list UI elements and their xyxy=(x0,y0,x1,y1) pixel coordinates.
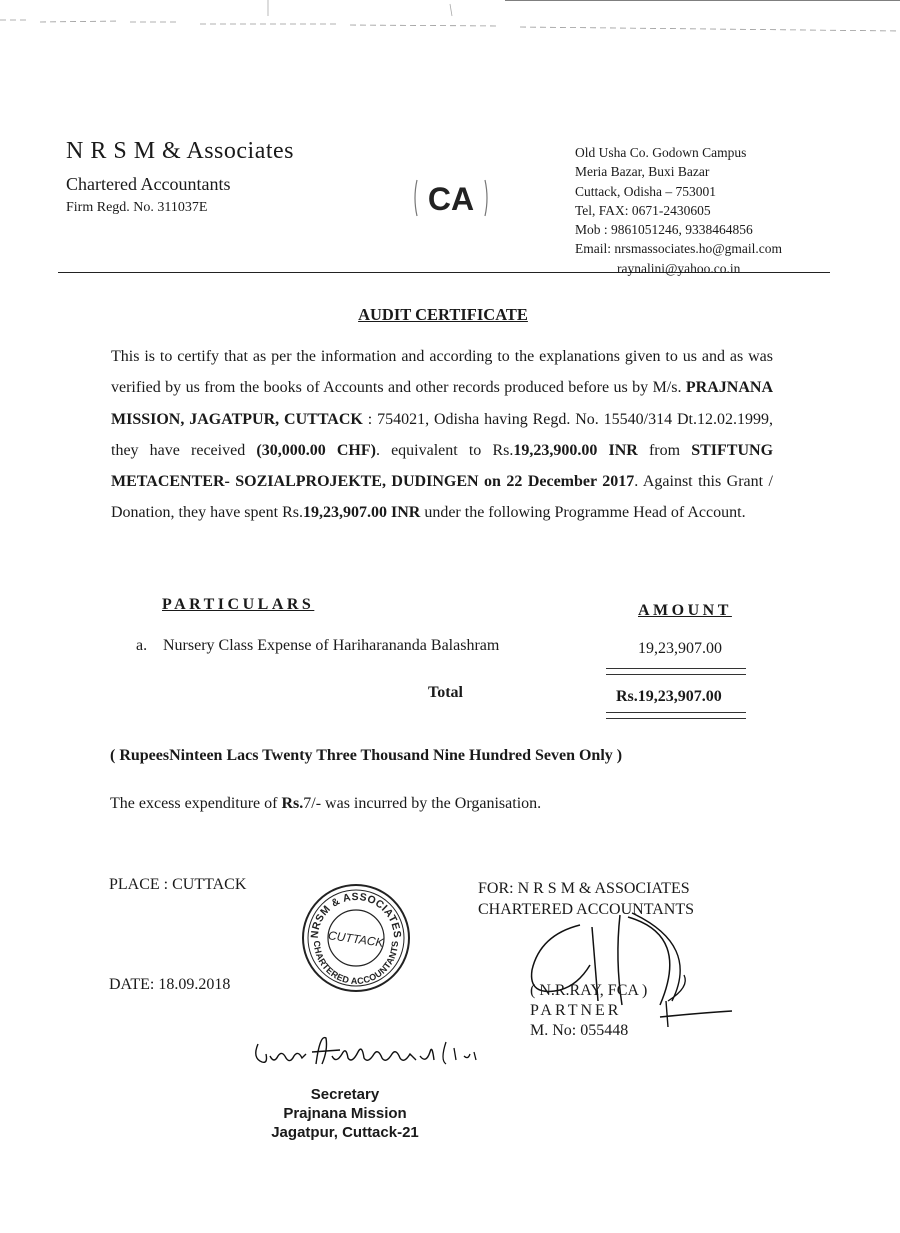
address-line: Tel, FAX: 0671-2430605 xyxy=(575,202,711,218)
item-amount: 19,23,907.00 xyxy=(638,640,722,657)
body-text: . equivalent to Rs. xyxy=(375,441,514,459)
amount-header: AMOUNT xyxy=(638,602,732,619)
seal-top-text: NRSM & ASSOCIATES xyxy=(308,890,404,939)
firm-seal-stamp xyxy=(300,882,412,994)
particulars-header: PARTICULARS xyxy=(162,596,315,613)
firm-name: N R S M & Associates xyxy=(66,138,295,164)
excess-text: The excess expenditure of xyxy=(110,795,282,812)
certificate-title: AUDIT CERTIFICATE xyxy=(358,305,528,324)
seal-bottom-text: CHARTERED ACCOUNTANTS xyxy=(311,940,401,987)
body-text: This is to certify that as per the information and according to the explanations given to us and as was verified by us from the books of Accounts and other records produced before us by M/s. xyxy=(111,348,773,397)
place: PLACE : CUTTACK xyxy=(109,876,247,893)
certificate-body xyxy=(111,341,773,529)
body-text: under the following Programme Head of Account. xyxy=(420,504,746,522)
secretary-signature-text: Swami Atmananda Giri xyxy=(250,1030,260,1031)
amount-in-words: ( RupeesNinteen Lacs Twenty Three Thousand Nine Hundred Seven Only ) xyxy=(110,747,623,764)
ca-logo-text: CA xyxy=(427,181,475,217)
seal-center-text: CUTTACK xyxy=(327,928,385,950)
svg-text:CHARTERED ACCOUNTANTS xyxy=(312,940,400,986)
total-label: Total xyxy=(428,684,463,701)
address-line: Old Usha Co. Godown Campus xyxy=(575,145,747,160)
signatory-firm-type: CHARTERED ACCOUNTANTS xyxy=(478,901,694,918)
signatory-firm: FOR: N R S M & ASSOCIATES xyxy=(478,880,690,897)
body-bold-text: 19,23,907.00 INR xyxy=(302,504,421,522)
body-bold-text: 19,23,900.00 INR xyxy=(513,441,638,459)
address-line: Cuttack, Odisha – 753001 xyxy=(575,183,716,199)
double-rule xyxy=(606,712,746,719)
firm-type: Chartered Accountants xyxy=(66,174,231,194)
body-text: from xyxy=(637,441,692,459)
ca-logo xyxy=(411,176,491,220)
body-text: . Against this Grant / Donation, they have spent Rs. xyxy=(111,473,773,522)
address-line: raynalini@yahoo.co.in xyxy=(617,260,741,276)
address-line: Meria Bazar, Buxi Bazar xyxy=(575,164,710,180)
scan-edge-marks xyxy=(0,0,900,40)
date: DATE: 18.09.2018 xyxy=(109,976,231,993)
secretary-title: Secretary xyxy=(310,1086,380,1103)
item-label: Nursery Class Expense of Hariharananda Balashram xyxy=(163,637,500,654)
body-bold-text: STIFTUNG METACENTER- SOZIALPROJEKTE, DUDINGEN on 22 December 2017 xyxy=(111,441,774,491)
body-text: : 754021, Odisha having Regd. No. 15540/314 Dt.12.02.1999, they have received xyxy=(111,410,774,459)
double-rule xyxy=(606,668,746,675)
firm-registration: Firm Regd. No. 311037E xyxy=(66,200,208,215)
address-line: Email: nrsmassociates.ho@gmail.com xyxy=(575,241,783,257)
excess-bold-text: Rs. xyxy=(281,795,304,812)
excess-expenditure-note xyxy=(110,795,541,813)
firm-address-block xyxy=(575,143,782,278)
body-bold-text: PRAJNANA MISSION, JAGATPUR, CUTTACK xyxy=(111,379,773,428)
address-line: Mob : 9861051246, 9338464856 xyxy=(575,222,753,238)
partner-name: ( N.R.RAY, FCA ) xyxy=(530,982,648,999)
partner-role: PARTNER xyxy=(530,1002,622,1019)
secretary-place: Jagatpur, Cuttack-21 xyxy=(271,1124,419,1141)
secretary-signature xyxy=(250,1030,480,1074)
header-divider xyxy=(58,272,830,273)
total-amount: Rs.19,23,907.00 xyxy=(616,688,722,705)
item-letter: a. xyxy=(136,637,148,654)
body-bold-text: (30,000.00 CHF) xyxy=(256,441,376,459)
excess-text: 7/- was incurred by the Organisation. xyxy=(303,795,542,812)
membership-number: M. No: 055448 xyxy=(530,1022,629,1039)
secretary-organisation: Prajnana Mission xyxy=(283,1105,407,1122)
